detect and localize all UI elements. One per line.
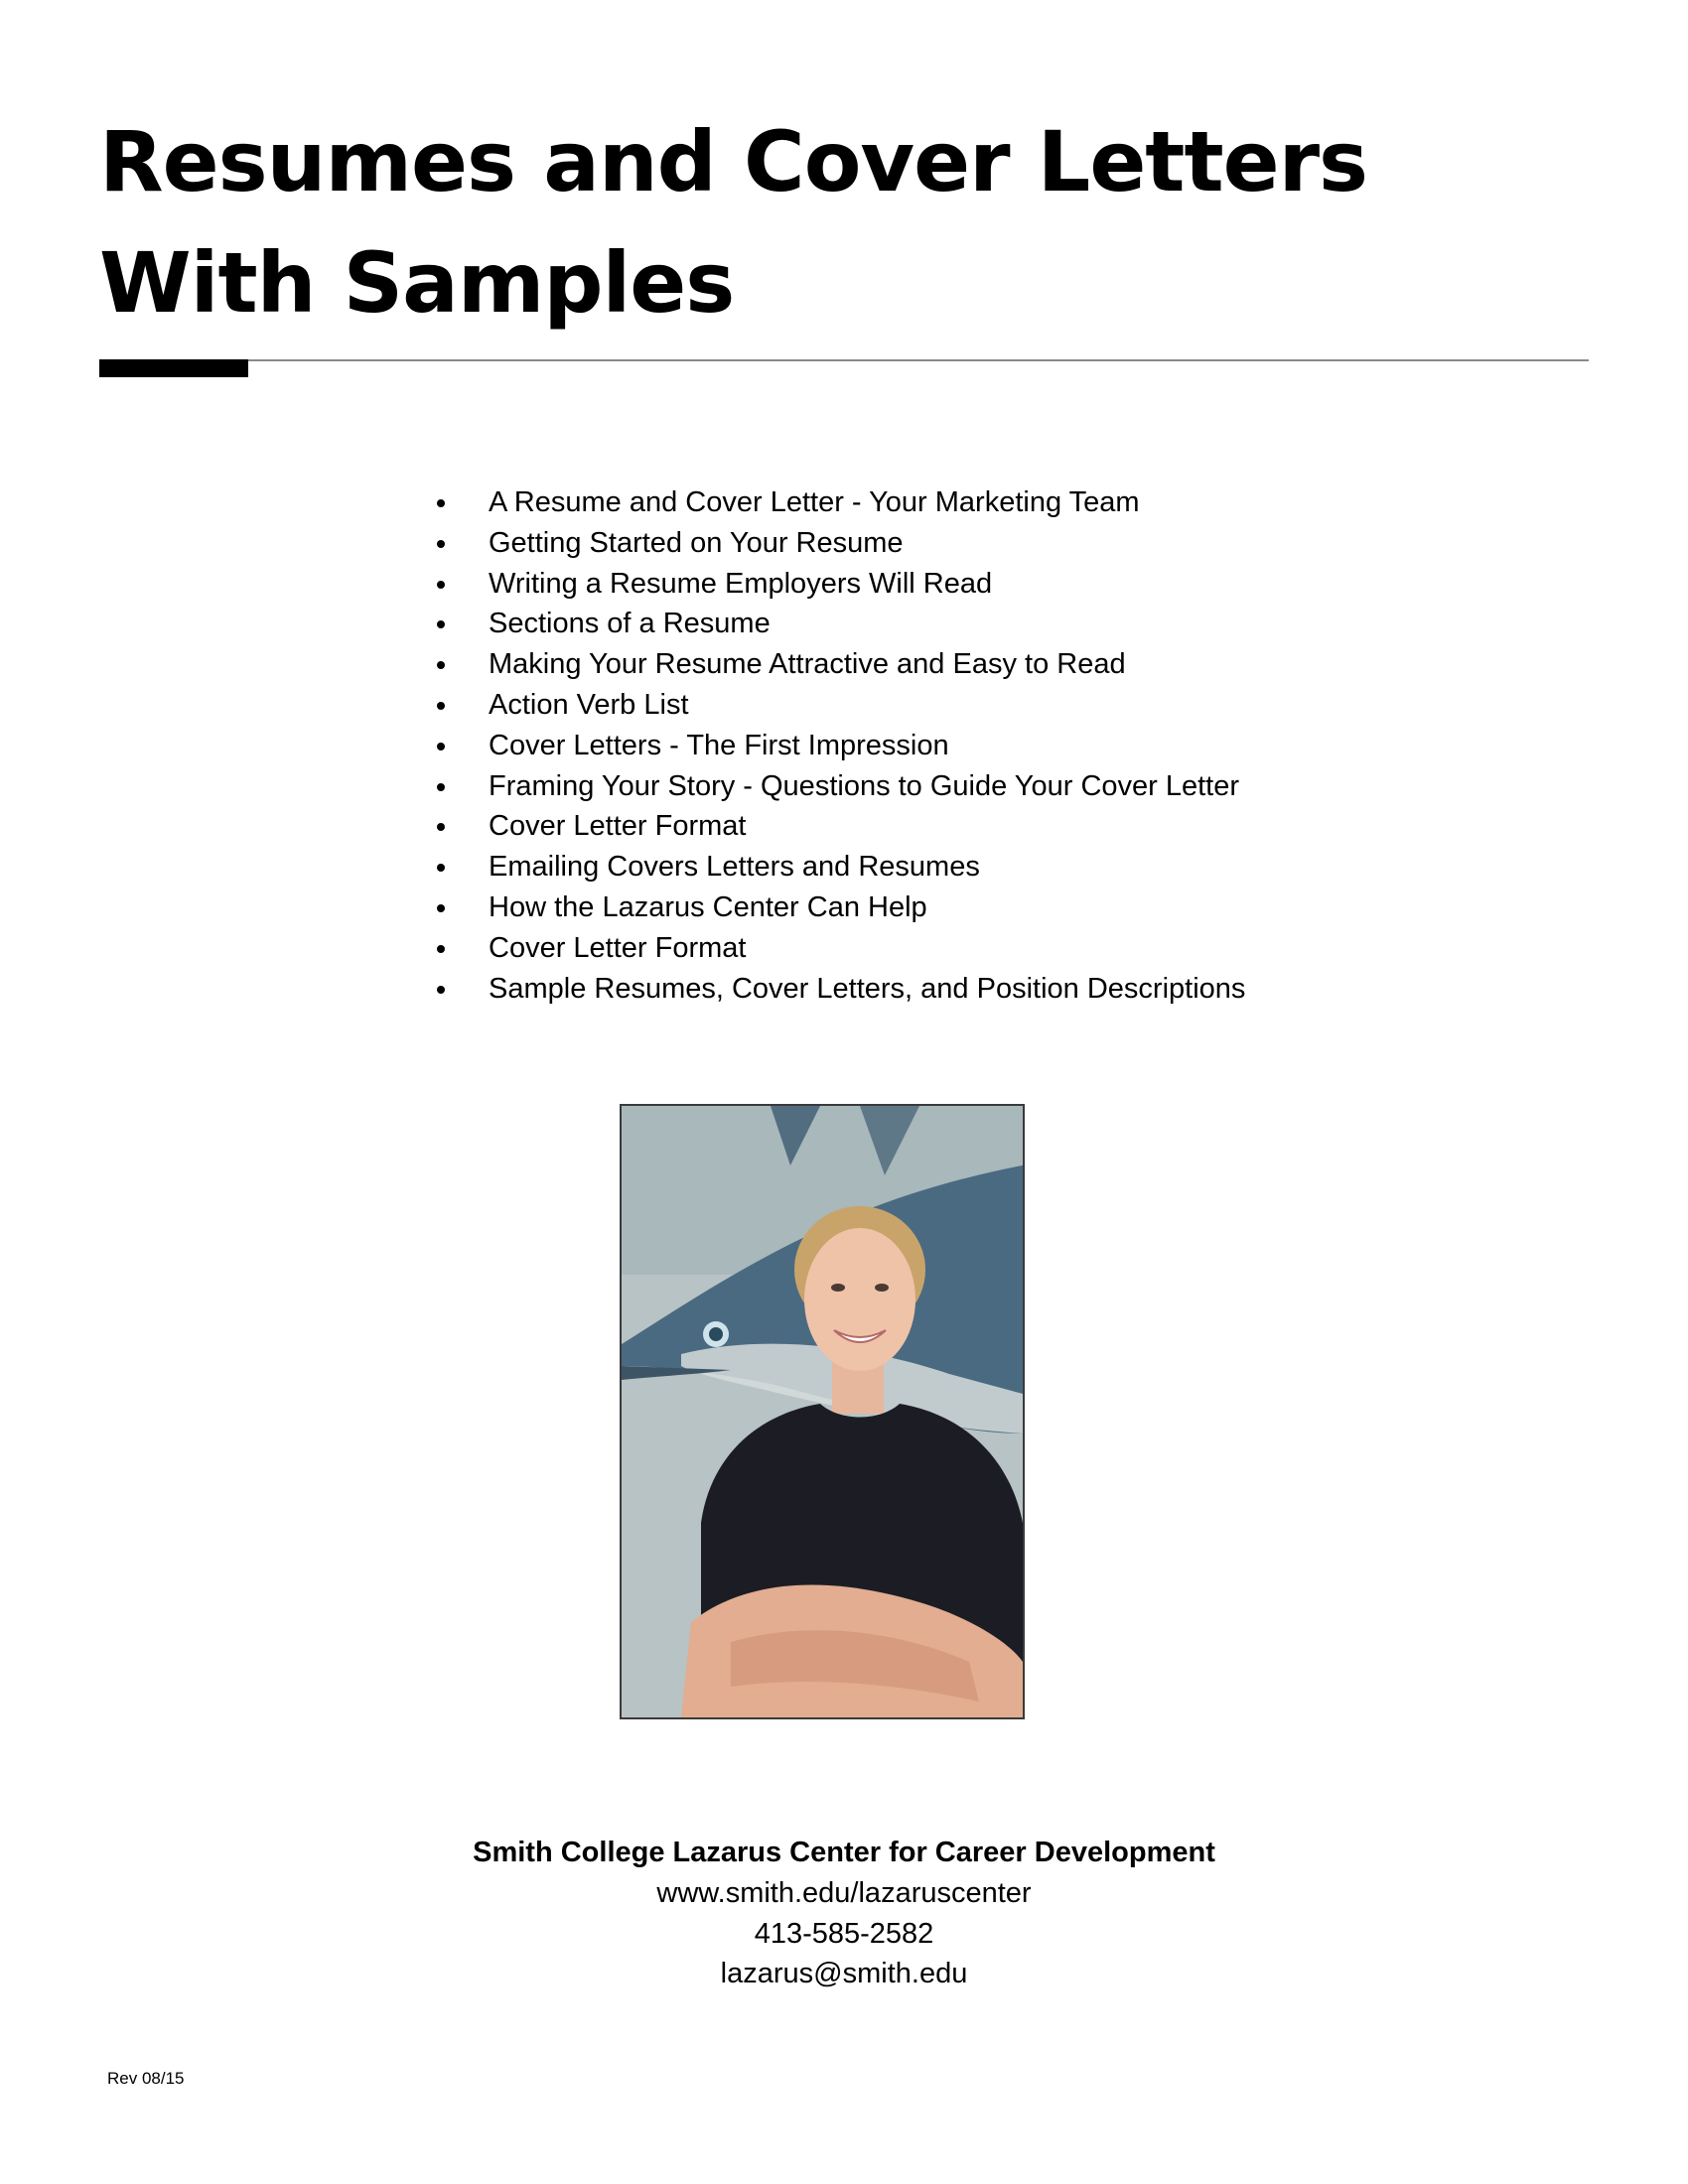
title-accent-bar bbox=[99, 359, 248, 377]
bullet-icon bbox=[437, 702, 445, 710]
bullet-icon bbox=[437, 620, 445, 628]
contents-item bbox=[437, 482, 1245, 523]
contents-item bbox=[437, 604, 1245, 644]
contents-item-label: Getting Started on Your Resume bbox=[489, 526, 904, 559]
contents-item-label: Framing Your Story - Questions to Guide Your Cover Letter bbox=[489, 769, 1240, 802]
bullet-icon bbox=[437, 661, 445, 669]
bullet-icon bbox=[437, 945, 445, 953]
contents-item-label: Cover Letter Format bbox=[489, 810, 747, 843]
contents-item bbox=[437, 928, 1245, 969]
contents-item bbox=[437, 847, 1245, 887]
student-portrait-photo bbox=[620, 1104, 1025, 1719]
website-link[interactable]: www.smith.edu/lazaruscenter bbox=[656, 1876, 1032, 1909]
contents-item-label: A Resume and Cover Letter - Your Marketing Team bbox=[489, 486, 1140, 518]
contents-item bbox=[437, 969, 1245, 1010]
bullet-icon bbox=[437, 581, 445, 589]
bullet-icon bbox=[437, 823, 445, 831]
contents-item-label: How the Lazarus Center Can Help bbox=[489, 890, 927, 923]
email-link[interactable]: lazarus@smith.edu bbox=[720, 1958, 968, 1990]
bullet-icon bbox=[437, 743, 445, 751]
bullet-icon bbox=[437, 864, 445, 872]
document-title bbox=[99, 101, 1367, 343]
bullet-icon bbox=[437, 540, 445, 548]
contents-item bbox=[437, 644, 1245, 685]
contents-item bbox=[437, 726, 1245, 766]
contents-item bbox=[437, 806, 1245, 847]
contents-item bbox=[437, 564, 1245, 605]
revision-note: Rev 08/15 bbox=[107, 2069, 185, 2088]
document-title-line-1: Resumes and Cover Letters bbox=[99, 113, 1367, 210]
document-title-line-2: With Samples bbox=[99, 234, 735, 332]
contents-item bbox=[437, 523, 1245, 564]
contents-item-label: Cover Letters - The First Impression bbox=[489, 729, 949, 761]
contents-item-label: Emailing Covers Letters and Resumes bbox=[489, 851, 980, 884]
contents-item-label: Action Verb List bbox=[489, 688, 689, 721]
bullet-icon bbox=[437, 499, 445, 507]
contents-item bbox=[437, 766, 1245, 807]
contents-item-label: Sample Resumes, Cover Letters, and Position Descriptions bbox=[489, 972, 1246, 1005]
bullet-icon bbox=[437, 904, 445, 912]
contents-item bbox=[437, 887, 1245, 928]
contents-item-label: Cover Letter Format bbox=[489, 931, 747, 964]
contact-block bbox=[298, 1833, 1390, 1994]
contents-list bbox=[437, 482, 1245, 1009]
contents-item-label: Writing a Resume Employers Will Read bbox=[489, 567, 993, 600]
bullet-icon bbox=[437, 783, 445, 791]
phone-number: 413-585-2582 bbox=[754, 1917, 934, 1950]
contents-item-label: Making Your Resume Attractive and Easy to Read bbox=[489, 648, 1126, 681]
organization-name: Smith College Lazarus Center for Career Development bbox=[473, 1837, 1215, 1868]
contents-item-label: Sections of a Resume bbox=[489, 608, 771, 640]
bullet-icon bbox=[437, 986, 445, 994]
title-divider bbox=[99, 359, 1589, 361]
contents-item bbox=[437, 685, 1245, 726]
